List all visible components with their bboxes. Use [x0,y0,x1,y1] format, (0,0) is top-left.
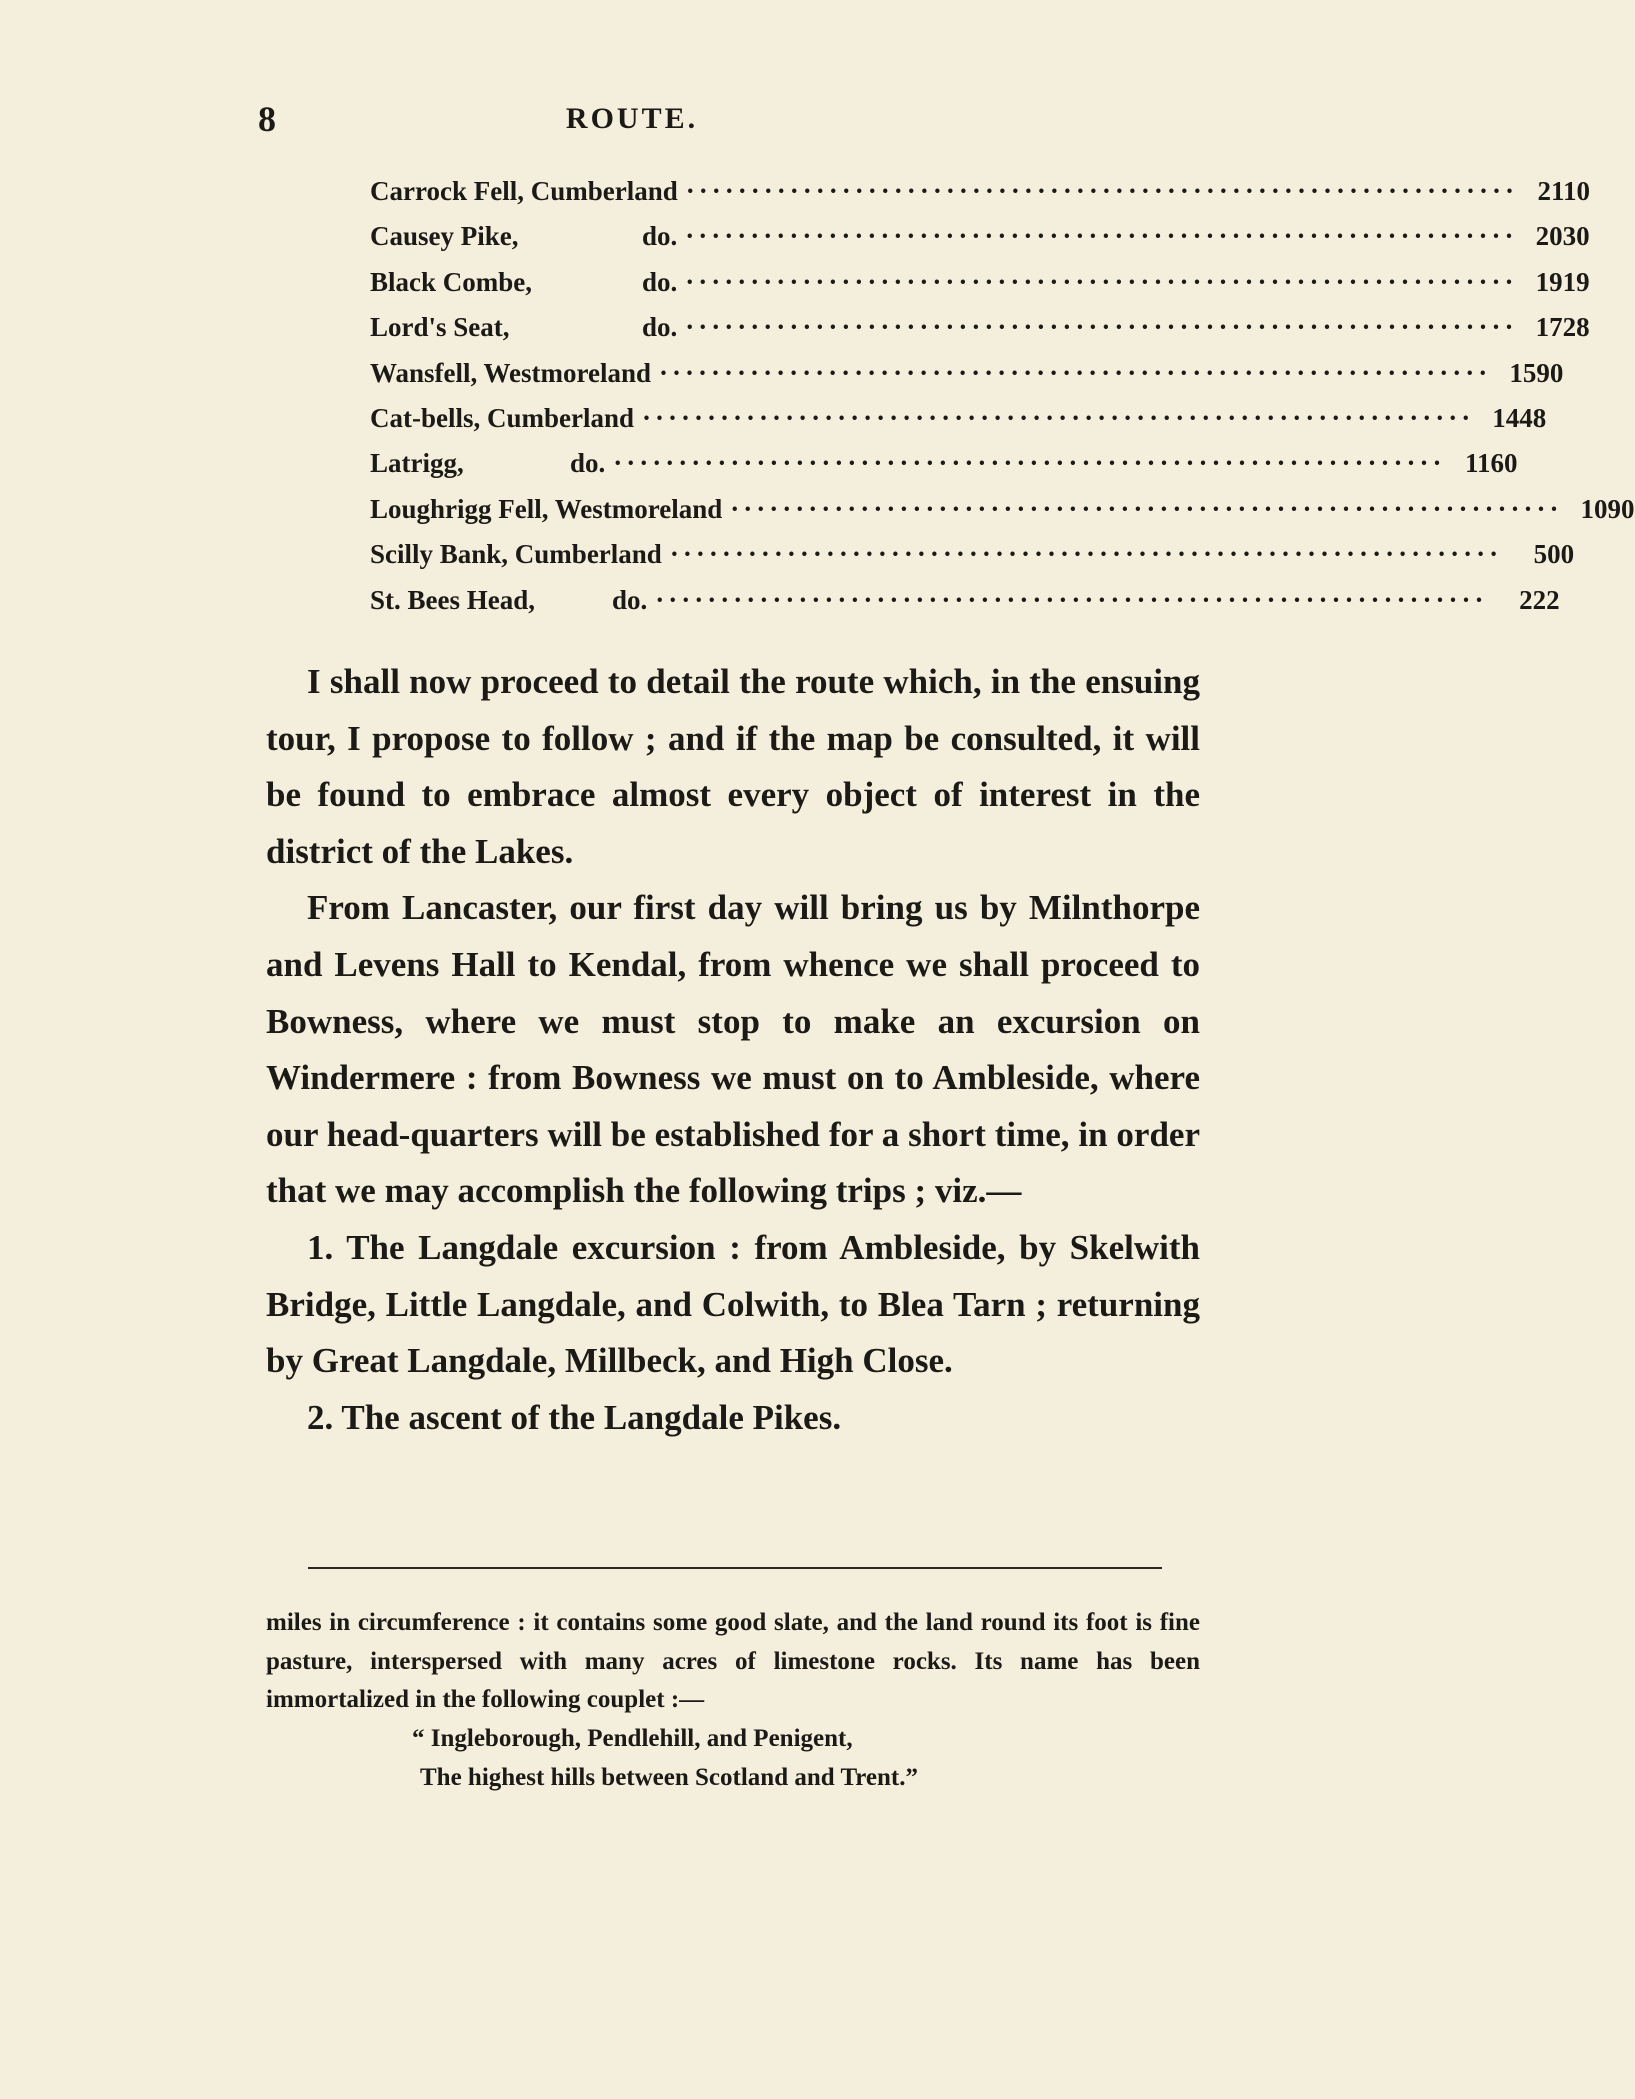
table-row [370,266,1590,312]
mountain-height: 1160 [1465,448,1518,479]
table-row [370,584,1560,630]
verse-line: The highest hills between Scotland and Trent.” [420,1763,918,1791]
paragraph: 2. The ascent of the Langdale Pikes. [307,1397,842,1437]
running-head: ROUTE. [565,102,699,135]
ditto-mark: do. [570,448,606,479]
page-header [0,98,1264,138]
mountain-name: Causey Pike, [370,221,519,252]
mountain-height: 1919 [1535,266,1590,297]
leader-dots: ································································ [655,584,1488,615]
paragraph: I shall now proceed to detail the route which, in the ensuing tour, I propose to follow ; and if the map be consulted, it will be found to embrace almost every object of interest in the district of the Lakes. [266,662,1200,871]
table-row [370,357,1564,403]
mountain-height: 1590 [1509,357,1564,388]
leader-dots: ································································ [685,221,1518,252]
table-row [370,176,1591,221]
footnote [266,1604,1200,1798]
mountain-height: 1448 [1492,402,1547,433]
table-row [370,539,1575,584]
leader-dots: ································································ [730,493,1563,524]
mountain-heights-table [370,176,1635,630]
ditto-mark: do. [612,584,648,615]
table-row [370,493,1635,539]
mountain-height: 500 [1533,539,1575,570]
mountain-name: Carrock Fell, Cumberland [370,176,678,206]
leader-dots: ································································ [685,312,1518,343]
footnote-rule [308,1567,1162,1569]
mountain-name: Wansfell, Westmoreland [370,357,652,388]
mountain-name: Latrigg, [370,448,464,479]
ditto-mark: do. [642,312,678,343]
mountain-height: 2110 [1537,176,1591,206]
leader-dots: ································································ [659,357,1492,388]
ditto-mark: do. [642,266,678,297]
leader-dots: ································································ [685,176,1519,206]
mountain-height: 222 [1519,584,1560,615]
mountain-name: Lord's Seat, [370,312,510,343]
mountain-name: St. Bees Head, [370,584,535,615]
paragraph: 1. The Langdale excursion : from Ambleside, by Skelwith Bridge, Little Langdale, and Colwith, to Blea Tarn ; returning by Great Langdale, Millbeck, and High Close. [266,1227,1200,1381]
mountain-name: Scilly Bank, Cumberland [370,539,662,570]
mountain-name: Black Combe, [370,266,532,297]
table-row [370,402,1547,448]
paragraph: From Lancaster, our first day will bring us by Milnthorpe and Levens Hall to Kendal, from whence we shall proceed to Bowness, where we must stop to make an excursion on Windermere : from Bowness we must on to Ambleside, where our head-quarters will be established for a short time, in order that we may accomplish the following trips ; viz.— [266,888,1200,1211]
table-row [370,448,1518,493]
verse-couplet [266,1720,1200,1797]
ditto-mark: do. [642,221,678,252]
mountain-height: 1728 [1535,312,1590,343]
verse-line: “ Ingleborough, Pendlehill, and Penigent, [412,1725,853,1753]
body-text [266,654,1200,1446]
leader-dots: ································································ [642,402,1475,433]
leader-dots: ································································ [685,266,1518,297]
mountain-height: 1090 [1580,493,1635,524]
leader-dots: ································································ [669,539,1503,570]
page-number: 8 [258,99,276,139]
mountain-height: 2030 [1535,221,1590,252]
table-row [370,312,1590,357]
table-row [370,221,1590,266]
footnote-text: miles in circumference : it contains some good slate, and the land round its foot is fine pasture, interspersed with many acres of limestone rocks. Its name has been immortalized in the following couplet :— [266,1609,1200,1714]
mountain-name: Loughrigg Fell, Westmoreland [370,493,723,524]
mountain-name: Cat-bells, Cumberland [370,402,635,433]
leader-dots: ································································ [613,448,1446,479]
